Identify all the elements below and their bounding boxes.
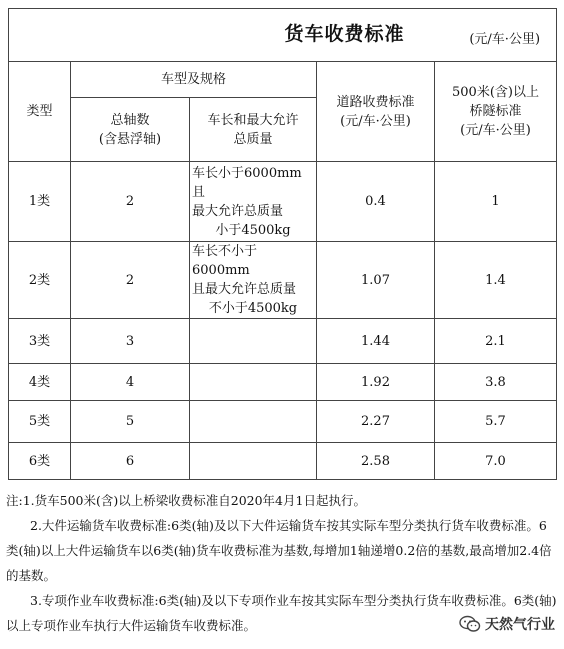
cell-bridge-fee: 1	[435, 162, 557, 242]
cell-road-fee: 2.27	[317, 401, 435, 443]
header-road-fee-label: 道路收费标准	[336, 94, 415, 110]
cell-road-fee: 1.92	[317, 364, 435, 401]
table-row	[9, 162, 557, 242]
cell-type: 6类	[9, 443, 71, 480]
cell-axles: 3	[71, 319, 190, 364]
header-length-weight-label-2: 总质量	[233, 131, 273, 147]
desc-line: 不小于4500kg	[208, 301, 298, 316]
fee-table	[8, 8, 557, 480]
table-row	[9, 319, 557, 364]
table-title: 货车收费标准	[284, 22, 405, 45]
header-row-1	[9, 62, 557, 98]
desc-line: 最大允许总质量	[192, 203, 284, 219]
header-bridge-fee-label-2: 桥隧标准	[469, 104, 522, 119]
watermark	[456, 613, 558, 635]
cell-length-weight	[190, 162, 317, 242]
header-model-spec: 车型及规格	[71, 62, 317, 98]
header-axles	[71, 98, 190, 162]
cell-bridge-fee: 2.1	[435, 319, 557, 364]
cell-length-weight	[190, 364, 317, 401]
header-bridge-fee-unit: (元/车·公里)	[460, 123, 531, 138]
title-row	[9, 9, 557, 62]
table-row	[9, 364, 557, 401]
table-unit: (元/车·公里)	[469, 32, 541, 47]
cell-type: 1类	[9, 162, 71, 242]
header-road-fee-unit: (元/车·公里)	[340, 113, 411, 129]
cell-bridge-fee: 7.0	[435, 443, 557, 480]
cell-bridge-fee: 5.7	[435, 401, 557, 443]
title-cell	[9, 9, 557, 62]
cell-axles: 2	[71, 162, 190, 242]
header-length-weight	[190, 98, 317, 162]
wechat-icon	[459, 615, 481, 633]
cell-length-weight	[190, 401, 317, 443]
cell-type: 4类	[9, 364, 71, 401]
header-bridge-fee-label: 500米(含)以上	[452, 85, 539, 100]
cell-axles: 4	[71, 364, 190, 401]
cell-axles: 6	[71, 443, 190, 480]
cell-road-fee: 0.4	[317, 162, 435, 242]
cell-type: 3类	[9, 319, 71, 364]
header-axles-note: (含悬浮轴)	[98, 131, 162, 147]
cell-type: 2类	[9, 242, 71, 319]
header-axles-label: 总轴数	[110, 112, 150, 128]
cell-bridge-fee: 3.8	[435, 364, 557, 401]
cell-bridge-fee: 1.4	[435, 242, 557, 319]
desc-line: 小于4500kg	[215, 222, 291, 238]
table-row	[9, 401, 557, 443]
note-2: 2.大件运输货车收费标准:6类(轴)及以下大件运输货车按其实际车型分类执行货车收费标准。6类(轴)以上大件运输货车以6类(轴)货车收费标准为基数,每增加1轴递增0.2倍的基数,最高增加2.4倍的基数。	[6, 518, 552, 583]
header-type: 类型	[9, 62, 71, 162]
table-row	[9, 242, 557, 319]
cell-length-weight	[190, 443, 317, 480]
cell-road-fee: 1.07	[317, 242, 435, 319]
cell-length-weight	[190, 242, 317, 319]
table-row	[9, 443, 557, 480]
cell-axles: 2	[71, 242, 190, 319]
header-bridge-fee	[435, 62, 557, 162]
cell-road-fee: 2.58	[317, 443, 435, 480]
header-road-fee	[317, 62, 435, 162]
header-length-weight-label: 车长和最大允许	[207, 112, 299, 128]
cell-type: 5类	[9, 401, 71, 443]
note-3: 3.专项作业车收费标准:6类(轴)及以下专项作业车按其实际车型分类执行货车收费标准。6类(轴)以上专项作业车执行大件运输货车收费标准。	[6, 593, 557, 633]
cell-length-weight	[190, 319, 317, 364]
desc-line: 且最大允许总质量	[192, 282, 297, 297]
watermark-text: 天然气行业	[485, 617, 555, 633]
note-1: 注:1.货车500米(含)以上桥梁收费标准自2020年4月1日起执行。	[6, 493, 366, 508]
desc-line: 车长不小于6000mm	[192, 244, 258, 278]
cell-axles: 5	[71, 401, 190, 443]
desc-line: 车长小于6000mm且	[192, 165, 302, 200]
cell-road-fee: 1.44	[317, 319, 435, 364]
